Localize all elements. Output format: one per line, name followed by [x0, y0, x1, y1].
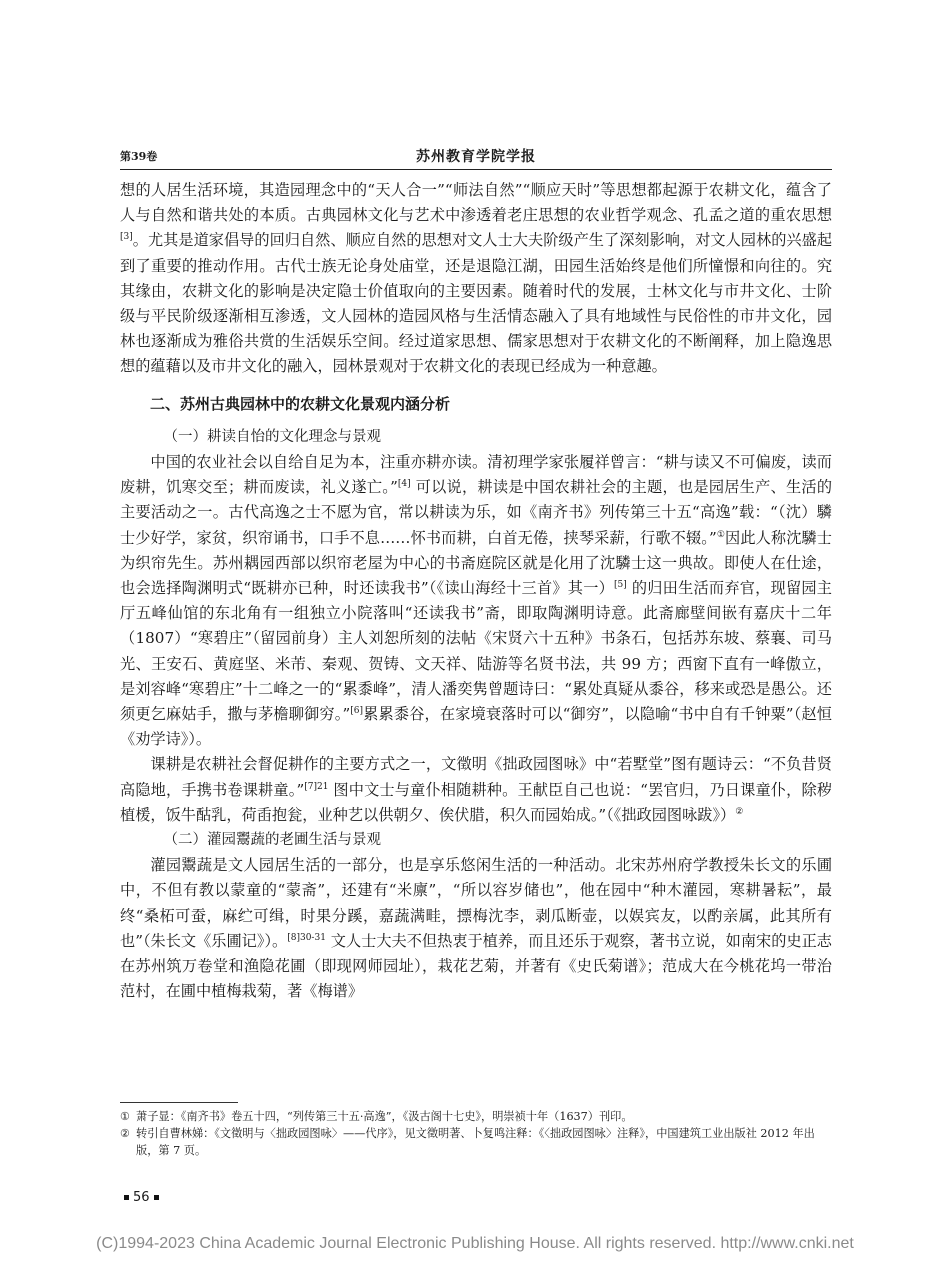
volume-label: 第39卷 — [120, 150, 158, 163]
citation[interactable]: [8]30-31 — [287, 932, 326, 943]
footnote-ref[interactable]: ① — [716, 529, 726, 540]
footnote-rule — [120, 1102, 238, 1103]
footnote-mark: ① — [120, 1110, 131, 1123]
running-header — [120, 146, 832, 166]
paragraph: 灌园鬻蔬是文人园居生活的一部分，也是享乐悠闲生活的一种活动。北宋苏州府学教授朱长文的乐圃中，不但有教以蒙童的“蒙斋”，还建有“米廪”，“所以容岁储也”，他在园中“种木灌园，寒耕暑耘”，最终“桑柘可蚕，麻纻可缉，时果分蹊，嘉蔬满畦，摽梅沈李，剥瓜断壶，以娱宾友，以酌亲属，此其所有也”（朱长文《乐圃记》）。$^{[8]30-31}$ 文人士大夫不但热衷于植养，而且还乐于观察，著书立说，如南宋的史正志在苏州筑万卷堂和渔隐花圃（即现网师园址），栽花艺菊，并著有《史氏菊谱》；范成大在今桃花坞一带治范村，在圃中植梅栽菊，著《梅谱》 — [120, 856, 832, 1001]
citation[interactable]: [6] — [350, 706, 364, 716]
footnote-text: 转引自曹林娣：《文徵明与〈拙政园图咏〉——代序》，见文徵明著、卜复鸣注释：《〈拙政园图咏〉注释》，中国建筑工业出版社 2012 年出版，第 7 页。 — [136, 1127, 815, 1157]
footnote-text: 萧子显：《南齐书》卷五十四，“列传第三十五·高逸”，《汲古阁十七史》，明崇祯十年（1637）刊印。 — [136, 1110, 633, 1123]
square-bullet-icon — [124, 1195, 129, 1200]
page-number: 56 — [120, 1190, 163, 1205]
citation[interactable]: [5] — [614, 579, 627, 590]
copyright-watermark: (C)1994-2023 China Academic Journal Electronic Publishing House. All rights reserved. http://www.cnki.net — [96, 1235, 854, 1252]
journal-title: 苏州教育学院学报 — [416, 149, 536, 165]
header-rule — [120, 169, 832, 170]
footnote — [120, 1108, 832, 1125]
paragraph: 课耕是农耕社会督促耕作的主要方式之一，文徵明《拙政园图咏》中“若墅堂”图有题诗云：“不负昔贤高隐地，手携书卷课耕童。”$^{[7]21}$ 图中文士与童仆相随耕种。王献臣自己也说：“罢官归，乃日课童仆，除秽植楥，饭牛酤乳，荷臿抱瓮，业种艺以供朝夕、俟伏腊，积久而园始成。”（《拙政园图咏跋》）② — [120, 755, 833, 824]
footnote — [120, 1125, 832, 1159]
citation[interactable]: [4] — [397, 479, 411, 490]
subsection-heading: （二）灌园鬻蔬的老圃生活与景观 — [163, 832, 381, 849]
paragraph: 想的人居生活环境，其造园理念中的“天人合一”“师法自然”“顺应天时”等思想都起源于农耕文化，蕴含了人与自然和谐共处的本质。古典园林文化与艺术中渗透着老庄思想的农业哲学观念、孔孟之道的重农思想[3]。尤其是道家倡导的回归自然、顺应自然的思想对文人士大夫阶级产生了深刻影响，对文人园林的兴盛起到了重要的推动作用。古代士族无论身处庙堂，还是退隐江湖，田园生活始终是他们所憧憬和向往的。究其缘由，农耕文化的影响是决定隐士价值取向的主要因素。随着时代的发展，士林文化与市井文化、士阶级与平民阶级逐渐相互渗透，文人园林的造园风格与生活情态融入了具有地域性与民俗性的市井文化，园林也逐渐成为雅俗共赏的生活娱乐空间。经过道家思想、儒家思想对于农耕文化的不断阐释，加上隐逸思想的蕴藉以及市井文化的融入，园林景观对于农耕文化的表现已经成为一种意趣。 — [120, 181, 832, 376]
section-heading: 二、苏州古典园林中的农耕文化景观内涵分析 — [150, 394, 451, 413]
citation[interactable]: [3] — [120, 232, 133, 243]
subsection-heading: （一）耕读自怡的文化理念与景观 — [163, 428, 381, 445]
citation[interactable]: [7]21 — [304, 781, 329, 792]
footnote-mark: ② — [120, 1127, 131, 1140]
paragraph: 中国的农业社会以自给自足为本，注重亦耕亦读。清初理学家张履祥曾言：“耕与读又不可偏废，读而废耕，饥寒交至；耕而废读，礼义遂亡。”[4] 可以说，耕读是中国农耕社会的主题，也是园居生产、生活的主要活动之一。古代高逸之士不愿为官，常以耕读为乐，如《南齐书》列传第三十五“高逸”载：“（沈）驎士少好学，家贫，织帘诵书，口手不息……怀书而耕，白首无倦，挟琴采薪，行歌不辍。”①因此人称沈驎士为织帘先生。苏州耦园西部以织帘老屋为中心的书斋庭院区就是化用了沈驎士这一典故。即使人在仕途，也会选择陶渊明式“既耕亦已种，时还读我书”（《读山海经十三首》其一）[5] 的归田生活而弃官，现留园主厅五峰仙馆的东北角有一组独立小院落叫“还读我书”斋，即取陶渊明诗意。此斋廊壁间嵌有嘉庆十二年（1807）“寒碧庄”（留园前身）主人刘恕所刻的法帖《宋贤六十五种》书条石，包括苏东坡、蔡襄、司马光、王安石、黄庭坚、米芾、秦观、贺铸、文天祥、陆游等名贤书法，共 99 方；西窗下直有一峰傲立，是刘容峰“寒碧庄”十二峰之一的“累黍峰”，清人潘奕隽曾题诗曰：“累处真疑从黍谷，移来或恐是愚公。还须更乞麻姑手，撒与茅檐聊御穷。”[6]累累黍谷，在家境衰落时可以“御穷”，以隐喻“书中自有千钟粟”（赵恒《劝学诗》）。 — [120, 453, 833, 749]
article-body — [120, 178, 832, 1005]
square-bullet-icon — [154, 1195, 159, 1200]
footnotes — [120, 1108, 832, 1159]
footnote-ref[interactable]: ② — [735, 806, 744, 817]
